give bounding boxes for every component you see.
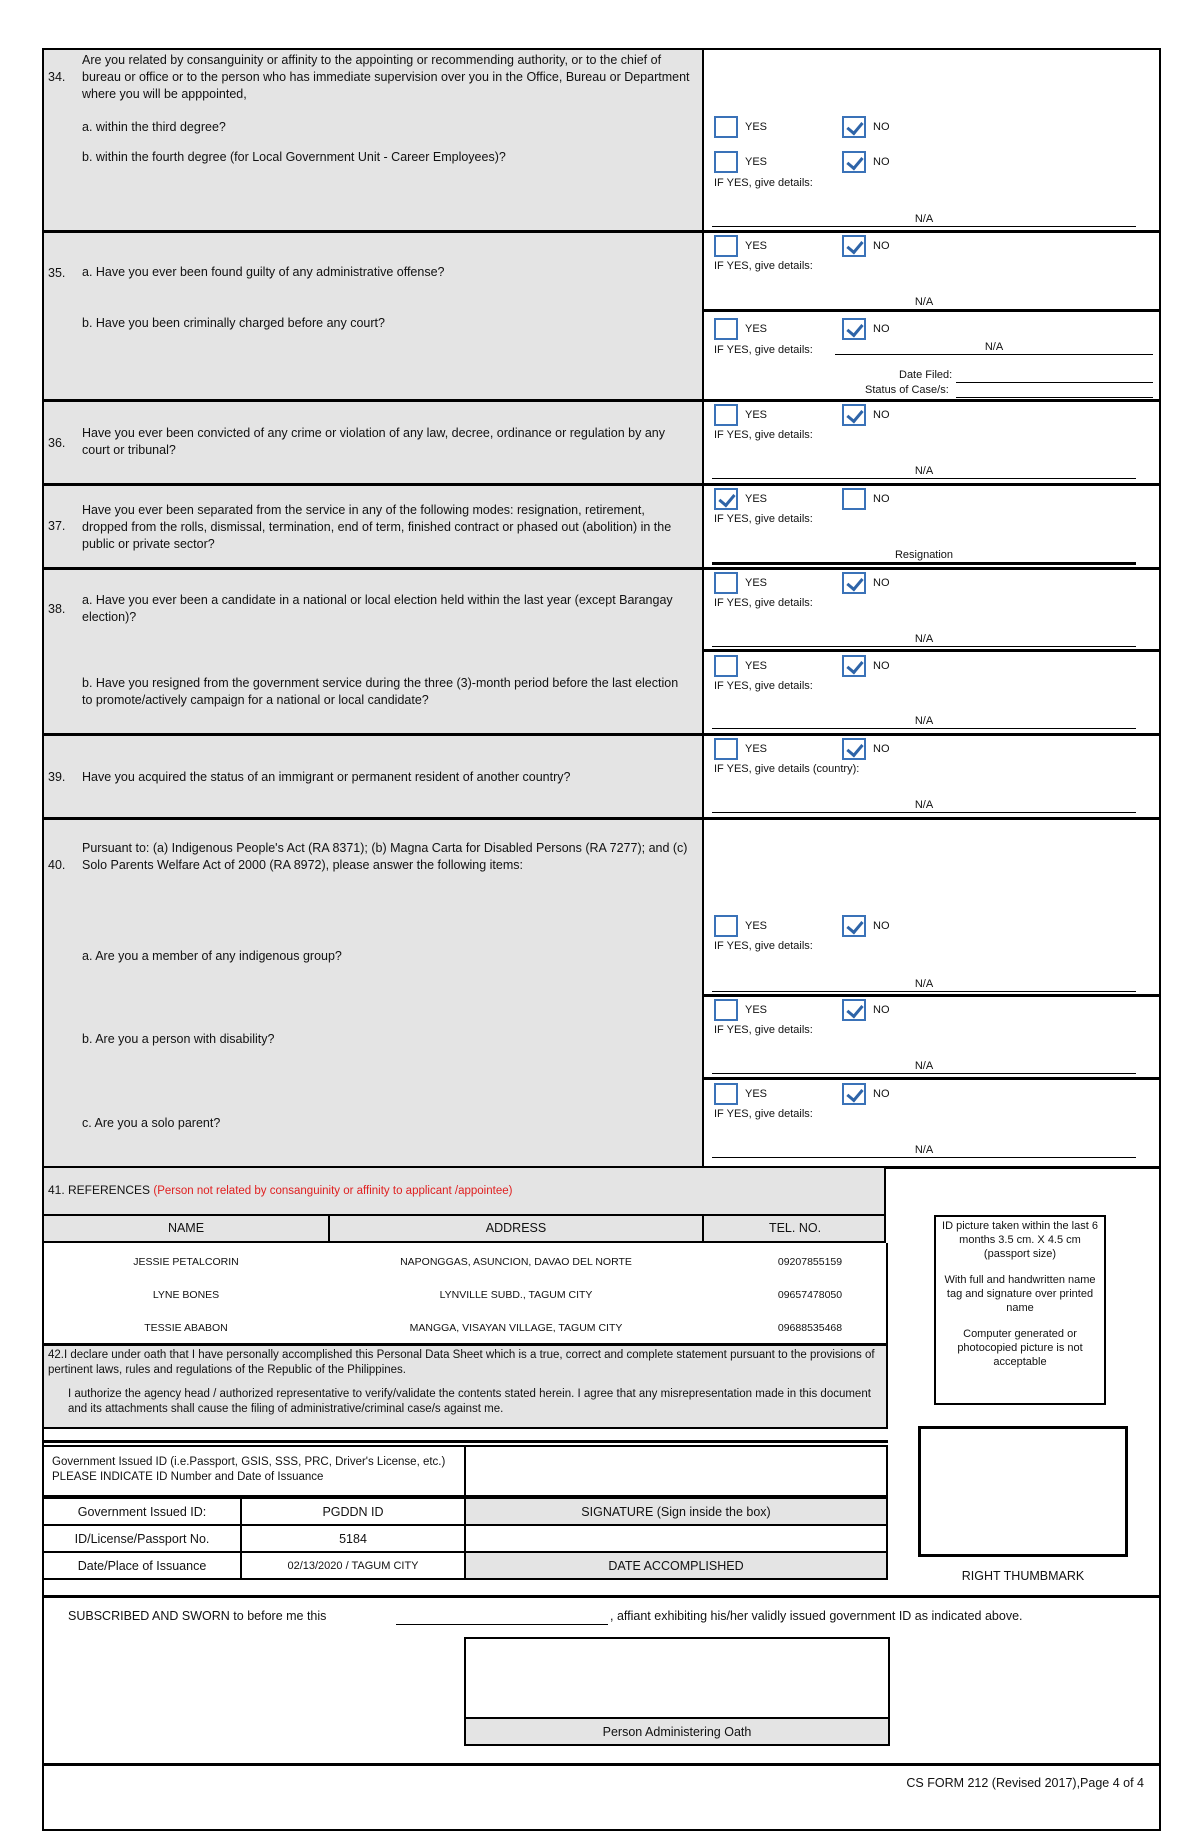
details-line <box>712 991 1136 992</box>
q40-b: b. Are you a person with disability? <box>82 1032 275 1046</box>
q40b-no-checkbox[interactable] <box>842 999 866 1021</box>
separator <box>42 230 1161 233</box>
q35a-yes-checkbox[interactable] <box>714 235 738 257</box>
sworn-text-post: , affiant exhibiting his/her validly issued government ID as indicated above. <box>610 1609 1023 1623</box>
no-label: NO <box>873 577 890 589</box>
q38-a: a. Have you ever been a candidate in a national or local election held within the last year (except Barangay election)? <box>82 593 673 624</box>
if-yes-label: IF YES, give details: <box>714 177 813 189</box>
q34a-yes-checkbox[interactable] <box>714 116 738 138</box>
no-label: NO <box>873 660 890 672</box>
q37-yes-checkbox[interactable] <box>714 488 738 510</box>
q36-yes-checkbox[interactable] <box>714 404 738 426</box>
separator <box>42 1763 1161 1766</box>
oath-signature-box[interactable] <box>464 1637 890 1719</box>
details-line <box>712 728 1136 729</box>
ref-row-name[interactable]: LYNE BONES <box>152 1289 220 1301</box>
yes-label: YES <box>745 121 768 133</box>
if-yes-label: IF YES, give details: <box>714 344 813 356</box>
if-yes-label: IF YES, give details: <box>714 680 813 692</box>
gov-id-header <box>42 1445 466 1497</box>
details-line <box>712 478 1136 479</box>
status-case-label: Status of Case/s: <box>865 384 949 396</box>
separator <box>42 733 1161 736</box>
ref-row-tel[interactable]: 09688535468 <box>777 1322 843 1334</box>
ref-header-name: NAME <box>167 1221 205 1235</box>
ref-right-border <box>886 1243 888 1343</box>
no-label: NO <box>873 156 890 168</box>
gov-id-value[interactable]: PGDDN ID <box>240 1497 466 1526</box>
q40a-no-checkbox[interactable] <box>842 915 866 937</box>
no-label: NO <box>873 323 890 335</box>
separator <box>42 1595 1161 1598</box>
if-yes-country-label: IF YES, give details (country): <box>714 763 860 775</box>
no-label: NO <box>873 493 890 505</box>
q37-text: Have you ever been separated from the service in any of the following modes: resignation, retirement, dropped from the rolls, dismissal, termination, end of term, finished contract or phased out (abolition) in the public or private sector? <box>82 503 672 551</box>
no-label: NO <box>873 409 890 421</box>
if-yes-label: IF YES, give details: <box>714 1108 813 1120</box>
details-line <box>704 649 1161 652</box>
q34-text: Are you related by consanguinity or affinity to the appointing or recommending authority, or to the chief of bureau or office or to the person who has immediate supervision over you in the Office, Bureau or Department where you will be apppointed, <box>82 53 690 101</box>
references-title <box>48 1182 512 1200</box>
no-label: NO <box>873 1088 890 1100</box>
q36-number: 36. <box>48 436 66 450</box>
references-note: (Person not related by consanguinity or affinity to applicant /appointee) <box>153 1185 513 1197</box>
date-accomplished-box[interactable] <box>464 1524 888 1553</box>
yes-label: YES <box>745 577 768 589</box>
details-line <box>835 354 1153 355</box>
ref-row-tel[interactable]: 09657478050 <box>777 1289 843 1301</box>
sworn-date-line[interactable] <box>396 1624 608 1625</box>
ref-row-address[interactable]: LYNVILLE SUBD., TAGUM CITY <box>439 1289 593 1301</box>
q40-c: c. Are you a solo parent? <box>82 1116 221 1130</box>
yes-label: YES <box>745 409 768 421</box>
q39-yes-checkbox[interactable] <box>714 738 738 760</box>
date-place-value[interactable]: 02/13/2020 / TAGUM CITY <box>240 1551 466 1580</box>
separator <box>42 399 1161 402</box>
date-filed-line <box>956 382 1153 383</box>
q37-number: 37. <box>48 519 66 533</box>
yes-label: YES <box>745 156 768 168</box>
if-yes-label: IF YES, give details: <box>714 429 813 441</box>
photo-note-1: ID picture taken within the last 6 months 3.5 cm. X 4.5 cm (passport size) <box>942 1220 1098 1260</box>
no-label: NO <box>873 121 890 133</box>
ref-row-address[interactable]: MANGGA, VISAYAN VILLAGE, TAGUM CITY <box>409 1322 623 1334</box>
references-title-text: 41. REFERENCES <box>48 1183 151 1197</box>
declaration-text-1: 42.I declare under oath that I have personally accomplished this Personal Data Sheet which is a true, correct and complete statement pursuant to the provisions of pertinent laws, rules and regulations of the Republic of the Philippines. <box>48 1349 875 1376</box>
date-filed-label: Date Filed: <box>899 369 953 381</box>
q35b-no-checkbox[interactable] <box>842 318 866 340</box>
q40b-details[interactable]: N/A <box>914 1060 934 1072</box>
q40a-yes-checkbox[interactable] <box>714 915 738 937</box>
details-line <box>704 1077 1161 1080</box>
q39-number: 39. <box>48 770 66 784</box>
q38-b: b. Have you resigned from the government service during the three (3)-month period before the last election to promote/actively campaign for a national or local candidate? <box>82 676 679 707</box>
gov-id-label: Government Issued ID: <box>42 1497 242 1526</box>
yes-label: YES <box>745 743 768 755</box>
no-label: NO <box>873 743 890 755</box>
details-line <box>704 994 1161 997</box>
q34-details[interactable]: N/A <box>914 213 934 225</box>
signature-label: SIGNATURE (Sign inside the box) <box>464 1497 888 1526</box>
q38b-no-checkbox[interactable] <box>842 655 866 677</box>
yes-label: YES <box>745 323 768 335</box>
no-label: NO <box>873 240 890 252</box>
yes-label: YES <box>745 660 768 672</box>
details-line <box>712 1157 1136 1158</box>
date-place-label: Date/Place of Issuance <box>42 1551 242 1580</box>
details-line <box>712 1073 1136 1074</box>
q38a-yes-checkbox[interactable] <box>714 572 738 594</box>
q38b-yes-checkbox[interactable] <box>714 655 738 677</box>
yes-label: YES <box>745 920 768 932</box>
q34b-yes-checkbox[interactable] <box>714 151 738 173</box>
form-footer: CS FORM 212 (Revised 2017),Page 4 of 4 <box>906 1776 1144 1790</box>
q40c-no-checkbox[interactable] <box>842 1083 866 1105</box>
q40b-yes-checkbox[interactable] <box>714 999 738 1021</box>
no-label: NO <box>873 920 890 932</box>
q39-text: Have you acquired the status of an immigrant or permanent resident of another country? <box>82 770 571 784</box>
details-line <box>712 812 1136 813</box>
details-line <box>712 646 1136 647</box>
id-no-label: ID/License/Passport No. <box>42 1524 242 1553</box>
q35-a: a. Have you ever been found guilty of any administrative offense? <box>82 265 445 279</box>
if-yes-label: IF YES, give details: <box>714 597 813 609</box>
signature-box[interactable] <box>464 1445 888 1497</box>
ref-row-address[interactable]: NAPONGGAS, ASUNCION, DAVAO DEL NORTE <box>400 1256 632 1268</box>
q38b-details[interactable]: N/A <box>914 715 934 727</box>
separator <box>44 1440 888 1443</box>
q37-details[interactable]: Resignation <box>894 549 954 561</box>
gov-id-header-text: Government Issued ID (i.e.Passport, GSIS, SSS, PRC, Driver's License, etc.) PLEASE INDICATE ID Number and Date of Issuance <box>52 1456 446 1483</box>
no-label: NO <box>873 1004 890 1016</box>
q35b-details[interactable]: N/A <box>984 341 1004 353</box>
status-case-line <box>956 397 1153 398</box>
thumbmark-box[interactable] <box>918 1426 1128 1557</box>
q36-details[interactable]: N/A <box>914 465 934 477</box>
ref-row-tel[interactable]: 09207855159 <box>777 1256 843 1268</box>
separator <box>42 817 1161 820</box>
q37-no-checkbox[interactable] <box>842 488 866 510</box>
declaration-text-2: I authorize the agency head / authorized representative to verify/validate the contents stated herein. I agree that any misrepresentation made in this document and its attachments shall cause the filing of administrative/criminal case/s against me. <box>68 1388 871 1415</box>
q35b-yes-checkbox[interactable] <box>714 318 738 340</box>
q35-number: 35. <box>48 266 66 280</box>
q40c-yes-checkbox[interactable] <box>714 1083 738 1105</box>
q34a-no-checkbox[interactable] <box>842 116 866 138</box>
id-no-value[interactable]: 5184 <box>240 1524 466 1553</box>
q39-details[interactable]: N/A <box>914 799 934 811</box>
q34-b: b. within the fourth degree (for Local Government Unit - Career Employees)? <box>82 150 506 164</box>
photo-box[interactable] <box>934 1215 1106 1405</box>
sworn-text-pre: SUBSCRIBED AND SWORN to before me this <box>68 1609 327 1623</box>
if-yes-label: IF YES, give details: <box>714 940 813 952</box>
q34-number: 34. <box>48 70 66 84</box>
column-divider <box>702 50 704 1168</box>
q40-number: 40. <box>48 858 66 872</box>
q35a-no-checkbox[interactable] <box>842 235 866 257</box>
yes-label: YES <box>745 1088 768 1100</box>
q40-a: a. Are you a member of any indigenous group? <box>82 949 342 963</box>
q36-text: Have you ever been convicted of any crime or violation of any law, decree, ordinance or regulation by any court or tribunal? <box>82 426 665 457</box>
q39-no-checkbox[interactable] <box>842 738 866 760</box>
photo-note-2: With full and handwritten name tag and signature over printed name <box>944 1274 1096 1314</box>
details-line <box>704 309 1161 312</box>
if-yes-label: IF YES, give details: <box>714 513 813 525</box>
q40-text: Pursuant to: (a) Indigenous People's Act (RA 8371); (b) Magna Carta for Disabled Persons (RA 7277); and (c) Solo Parents Welfare Act of 2000 (RA 8972), please answer the following items: <box>82 841 688 872</box>
q35a-details[interactable]: N/A <box>914 296 934 308</box>
separator <box>42 567 1161 570</box>
thumbmark-label: RIGHT THUMBMARK <box>961 1569 1085 1583</box>
person-administering-oath: Person Administering Oath <box>464 1717 890 1746</box>
q35-b: b. Have you been criminally charged before any court? <box>82 316 385 330</box>
yes-label: YES <box>745 1004 768 1016</box>
q36-no-checkbox[interactable] <box>842 404 866 426</box>
yes-label: YES <box>745 240 768 252</box>
q38-number: 38. <box>48 602 66 616</box>
q40c-details[interactable]: N/A <box>914 1144 934 1156</box>
q38a-details[interactable]: N/A <box>914 633 934 645</box>
if-yes-label: IF YES, give details: <box>714 1024 813 1036</box>
ref-row-name[interactable]: TESSIE ABABON <box>144 1322 228 1334</box>
yes-label: YES <box>745 493 768 505</box>
ref-header-address: ADDRESS <box>485 1221 547 1235</box>
q38a-no-checkbox[interactable] <box>842 572 866 594</box>
q34b-no-checkbox[interactable] <box>842 151 866 173</box>
q40a-details[interactable]: N/A <box>914 978 934 990</box>
q34-a: a. within the third degree? <box>82 120 226 134</box>
date-accomplished-label: DATE ACCOMPLISHED <box>464 1551 888 1580</box>
separator <box>42 483 1161 486</box>
photo-note-3: Computer generated or photocopied picture is not acceptable <box>957 1328 1083 1368</box>
if-yes-label: IF YES, give details: <box>714 260 813 272</box>
details-line <box>712 562 1136 565</box>
ref-row-name[interactable]: JESSIE PETALCORIN <box>133 1256 239 1268</box>
ref-header-tel: TEL. NO. <box>768 1221 822 1235</box>
details-line <box>712 226 1136 227</box>
declaration-box <box>44 1343 888 1429</box>
